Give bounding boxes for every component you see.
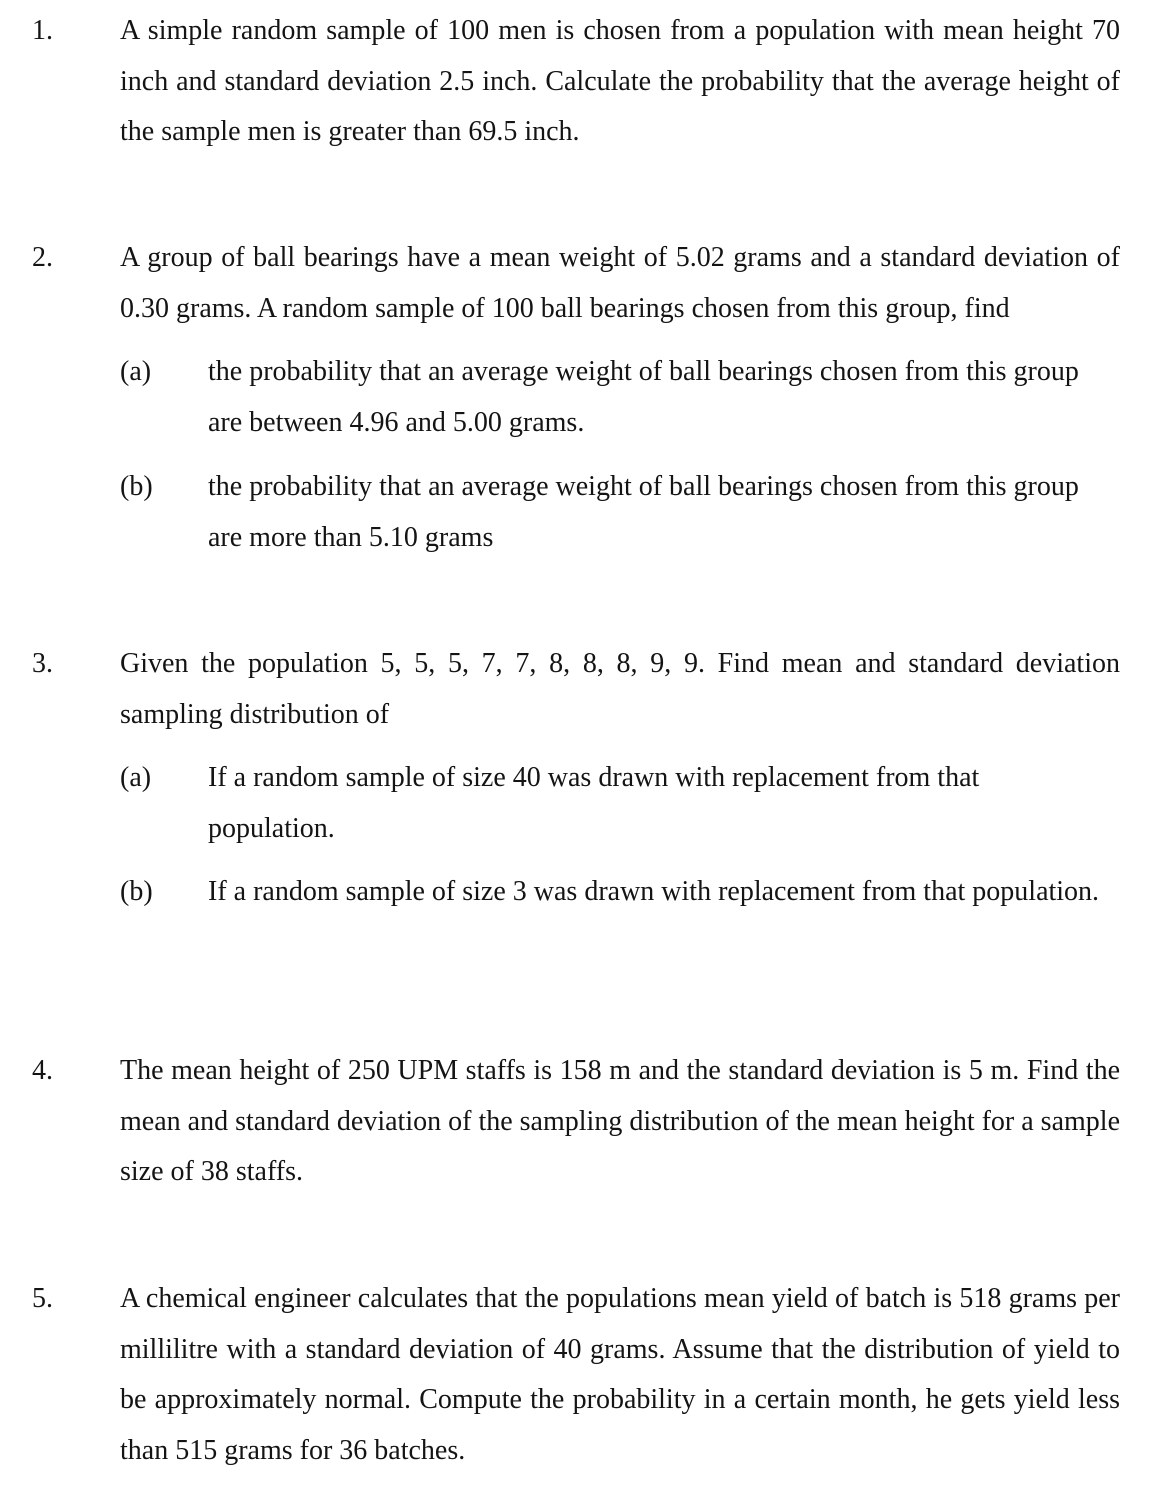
question-text: A simple random sample of 100 men is chosen from a population with mean height 70 inch and standard deviation 2.5 inch. Calculate the probability that the average height of the sample men is greater than 69.5 inch. [120, 15, 1120, 147]
question-number: 4. [32, 1055, 53, 1086]
question-number: 3. [32, 648, 53, 679]
part-label: (b) [120, 876, 153, 907]
question-number: 1. [32, 15, 53, 46]
question-number: 5. [32, 1283, 53, 1314]
part-text: If a random sample of size 3 was drawn with replacement from that population. [208, 876, 1100, 907]
part-text: the probability that an average weight of ball bearings chosen from this group are more than 5.10 grams [208, 471, 1079, 553]
part-label: (a) [120, 762, 152, 793]
question-text: Given the population 5, 5, 5, 7, 7, 8, 8, 8, 9, 9. Find mean and standard deviation sampling distribution of [120, 648, 1120, 730]
part-text: the probability that an average weight of ball bearings chosen from this group are between 4.96 and 5.00 grams. [208, 356, 1079, 438]
question-text: A chemical engineer calculates that the populations mean yield of batch is 518 grams per millilitre with a standard deviation of 40 grams. Assume that the distribution of yield to be approximately normal. Compute the probability in a certain month, he gets yield less than 515 grams for 36 batches. [120, 1283, 1120, 1466]
question-text: A group of ball bearings have a mean weight of 5.02 grams and a standard deviation of 0.30 grams. A random sample of 100 ball bearings chosen from this group, find [120, 242, 1120, 324]
part-text: If a random sample of size 40 was drawn with replacement from that population. [208, 762, 980, 844]
part-label: (b) [120, 471, 153, 502]
question-number: 2. [32, 242, 53, 273]
part-label: (a) [120, 356, 152, 387]
question-text: The mean height of 250 UPM staffs is 158 m and the standard deviation is 5 m. Find the mean and standard deviation of the sampling distribution of the mean height for a sample size of 38 staffs. [120, 1055, 1120, 1187]
